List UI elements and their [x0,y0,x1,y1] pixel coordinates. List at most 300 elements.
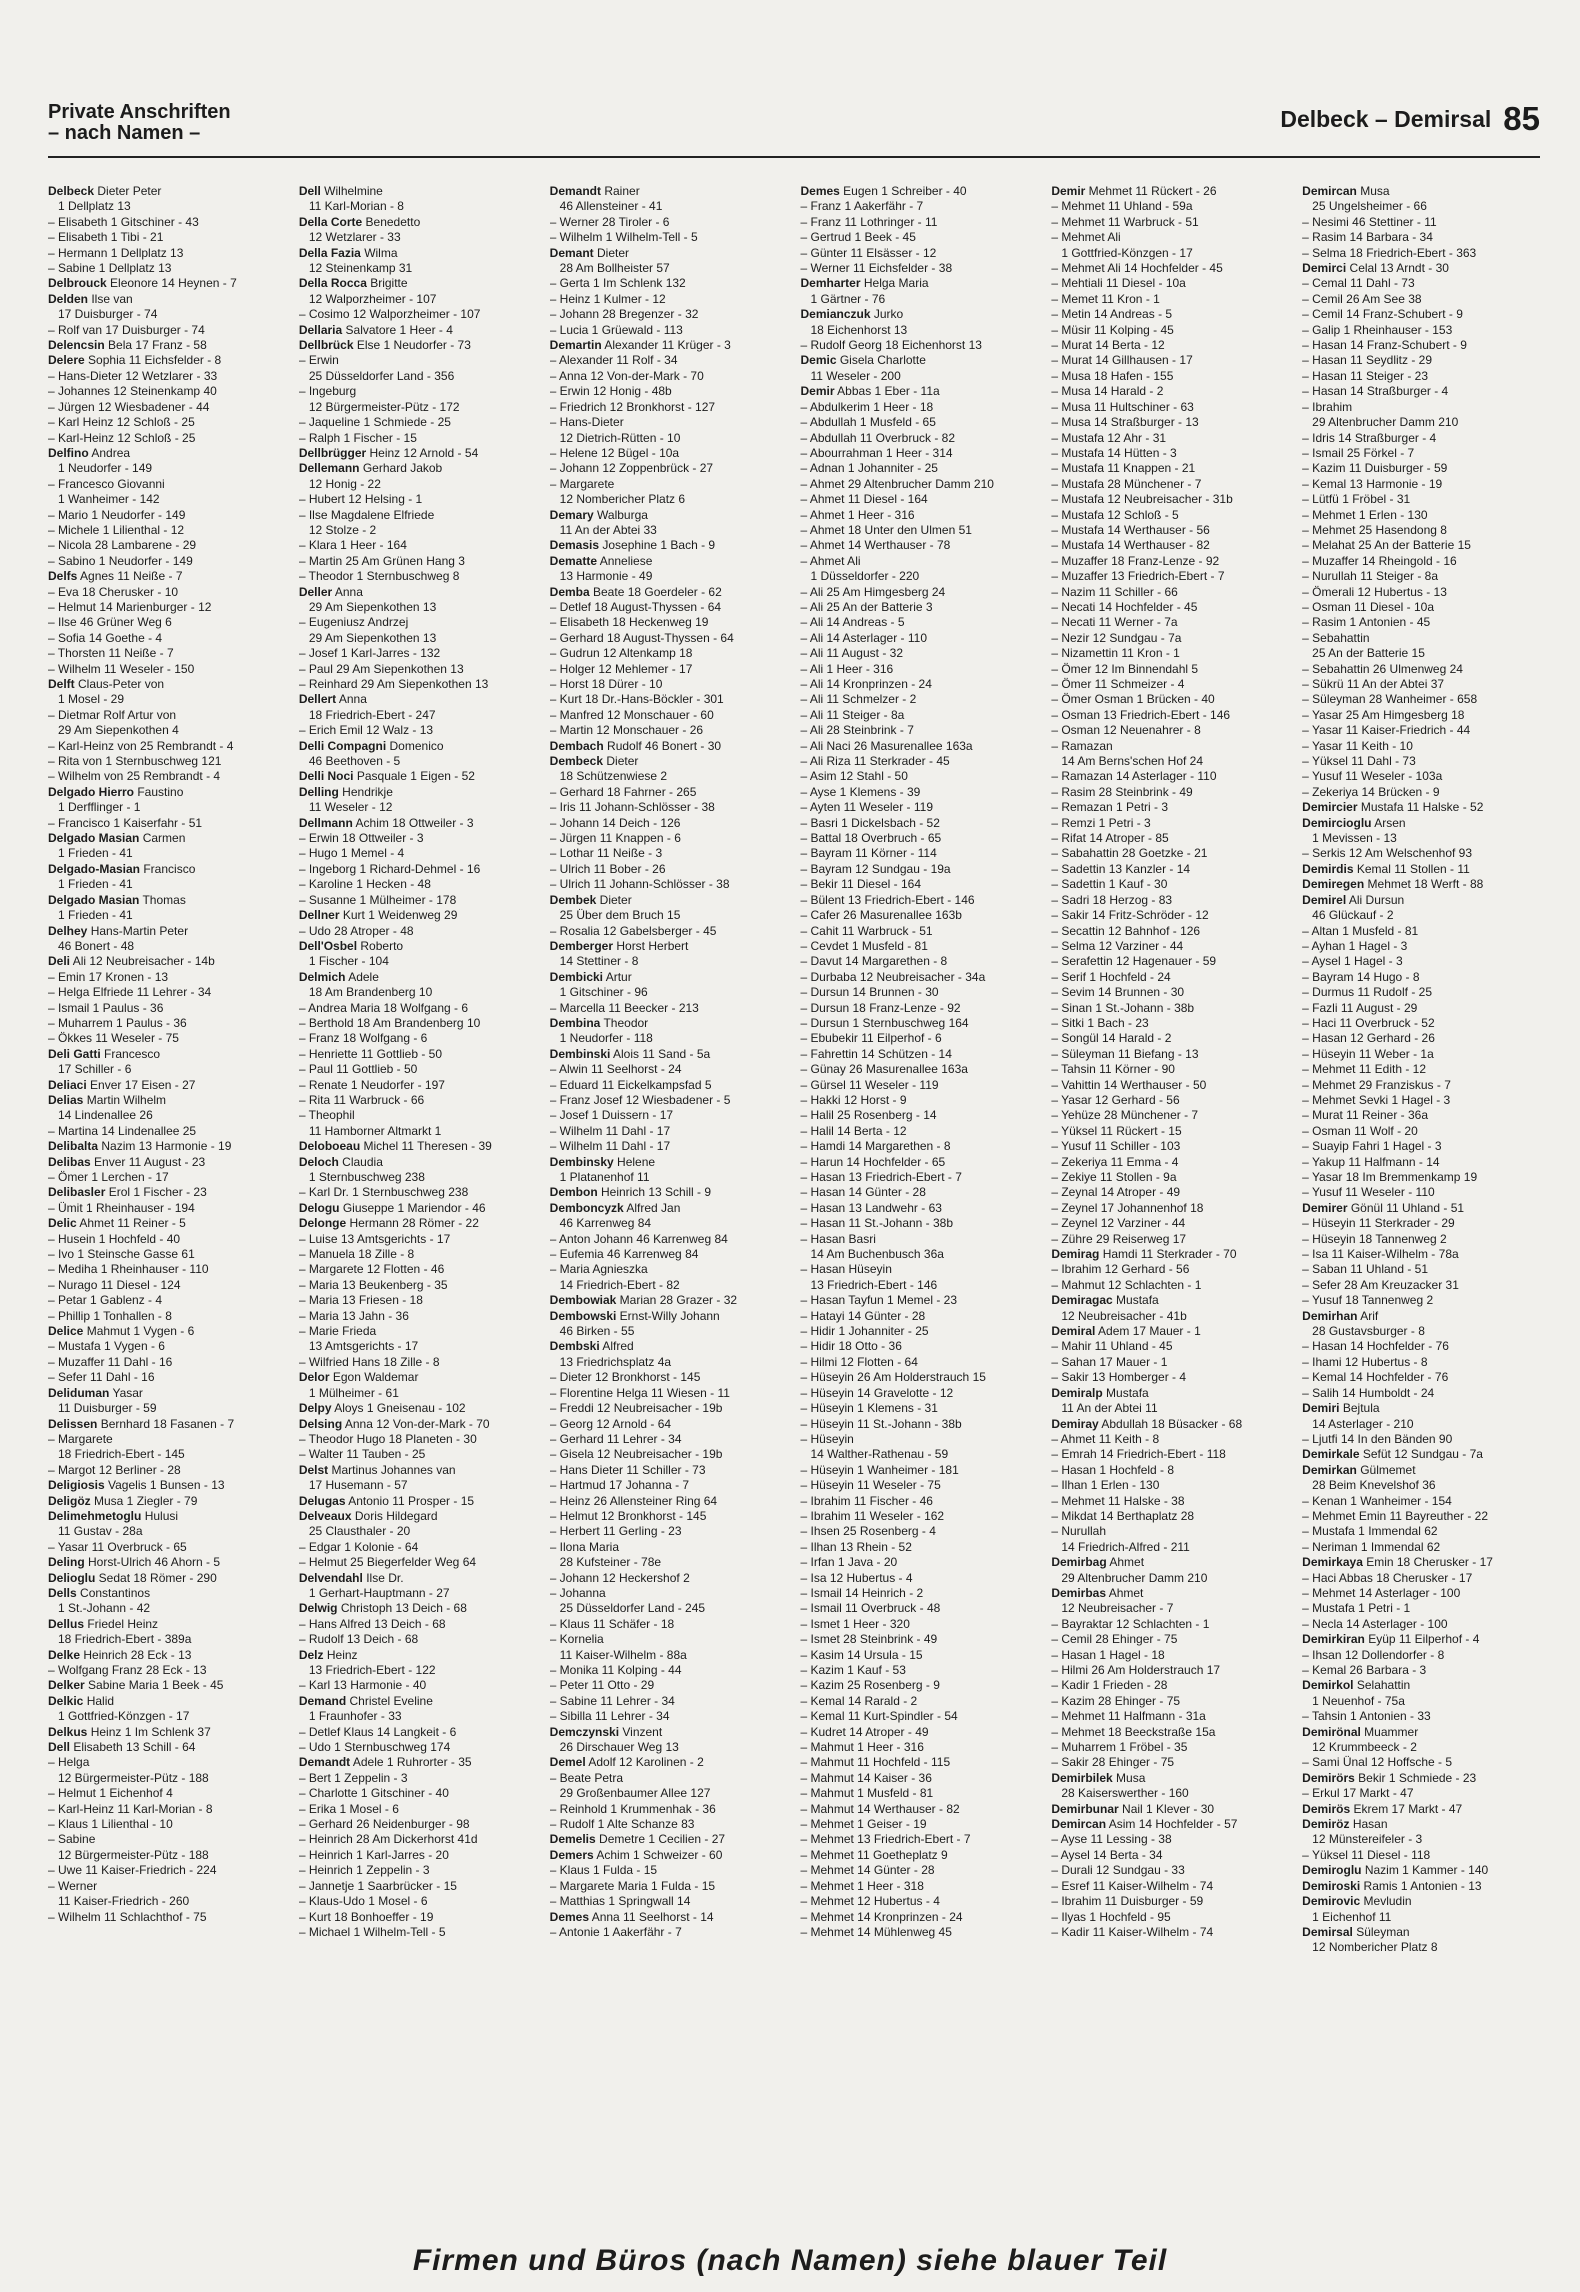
person-entry: – Werner [48,1878,98,1893]
person-entry: – Ismet 1 Heer - 320 [800,1616,910,1631]
person-entry: – Rasim 28 Steinbrink - 49 [1051,784,1193,799]
person-entry: – Isa 11 Kaiser-Wilhelm - 78a [1302,1247,1459,1262]
surname: Demirkiran [1302,1632,1365,1647]
person-entry: – Manuela 18 Zille - 8 [298,1247,415,1262]
surname-entry: Delvendahl Ilse Dr. [298,1570,404,1585]
person-entry: – Melahat 25 An der Batterie 15 [1302,538,1471,553]
person-entry: – Ahmet 29 Altenbrucher Damm 210 [800,476,994,491]
person-entry: – Ali 14 Andreas - 5 [800,615,905,630]
person-entry: – Emrah 14 Friedrich-Ebert - 118 [1051,1447,1226,1462]
address-line: 12 Dietrich-Rütten - 10 [559,430,681,445]
person-entry: – Bert 1 Zeppelin - 3 [298,1770,408,1785]
person-entry: – Michele 1 Lilienthal - 12 [48,522,185,537]
directory-columns [48,184,1543,2184]
person-entry: – Abdullah 1 Musfeld - 65 [800,415,936,430]
person-entry: – Eva 18 Cherusker - 10 [48,584,179,599]
person-entry: – Heinrich 28 Am Dickerhorst 41d [298,1832,478,1847]
surname-entry: Delhey Hans-Martin Peter [48,923,189,938]
person-entry: – Ali 14 Kronprinzen - 24 [800,677,932,691]
person-entry: – Sadettin 1 Kauf - 30 [1051,877,1168,892]
surname: Demirag [1051,1247,1100,1262]
address-line: 18 Schützenwiese 2 [559,769,668,784]
surname: Demboncyzk [549,1200,624,1215]
surname: Demiroglu [1302,1863,1362,1878]
surname: Demes [549,1909,590,1924]
person-entry: – Mahir 11 Uhland - 45 [1051,1339,1173,1354]
address-line: 14 Stettiner - 8 [559,954,639,969]
address-line: 1 Sternbuschweg 238 [308,1170,425,1184]
person-entry: – Ali Riza 11 Sterkrader - 45 [800,754,950,769]
address-line: 18 Friedrich-Ebert - 145 [58,1447,185,1462]
person-entry: – Werner 28 Tiroler - 6 [549,214,670,229]
person-entry: – Zekeriya 11 Emma - 4 [1051,1154,1179,1169]
address-line: 11 An der Abtei 33 [559,522,657,537]
person-entry: – Renate 1 Neudorfer - 197 [298,1077,445,1092]
person-entry: – Suayip Fahri 1 Hagel - 3 [1302,1139,1442,1154]
surname: Demelis [549,1832,596,1847]
person-entry: – Ayse 11 Lessing - 38 [1051,1832,1172,1847]
person-entry: – Mehmet 11 Goetheplatz 9 [800,1847,948,1862]
surname-entry: Delimehmetoglu Hulusi [48,1508,179,1523]
surname: Deloch [298,1154,339,1169]
person-entry: – Hasan 14 Günter - 28 [800,1185,926,1200]
surname-entry: Demelis Demetre 1 Cecilien - 27 [549,1832,726,1847]
person-entry: – Hüseyin [800,1431,854,1446]
surname: Delor [298,1370,330,1385]
person-entry: – Altan 1 Musfeld - 81 [1302,923,1419,938]
person-entry: – Kurt 18 Dr.-Hans-Böckler - 301 [549,692,724,707]
surname: Demartin [549,338,602,353]
person-entry: – Ali 14 Asterlager - 110 [800,630,928,645]
surname-entry: Delbrouck Eleonore 14 Heynen - 7 [48,276,237,291]
person-entry: – Erich Emil 12 Walz - 13 [298,723,434,738]
surname-entry: Dellmann Achim 18 Ottweiler - 3 [298,815,474,830]
person-entry: – Holger 12 Mehlemer - 17 [549,661,693,676]
person-entry: – Süleyman 11 Biefang - 13 [1051,1046,1199,1061]
surname-entry: Deliaci Enver 17 Eisen - 27 [48,1077,196,1092]
address-line: 13 Amtsgerichts - 17 [308,1339,419,1354]
person-entry: – Ahmet 1 Heer - 316 [800,507,915,522]
surname-entry: Dellemann Gerhard Jakob [298,461,443,476]
person-entry: – Yasar 18 Im Bremmenkamp 19 [1302,1170,1478,1184]
person-entry: – Serafettin 12 Hagenauer - 59 [1051,954,1217,969]
surname-entry: Dellert Anna [298,692,367,707]
address-line: 12 Nombericher Platz 8 [1312,1940,1438,1955]
person-entry: – Songül 14 Harald - 2 [1051,1031,1172,1046]
person-entry: – Ümit 1 Rheinhauser - 194 [48,1200,195,1215]
surname: Delissen [48,1416,98,1431]
address-line: 46 Bonert - 48 [58,938,135,953]
person-entry: – Mehmet 14 Günter - 28 [800,1863,935,1878]
person-entry: – Michael 1 Wilhelm-Tell - 5 [298,1924,446,1939]
person-entry: – Lothar 11 Neiße - 3 [549,846,663,861]
person-entry: – Hugo 1 Memel - 4 [298,846,405,861]
person-entry: – Wolfgang Franz 28 Eck - 13 [48,1663,207,1677]
surname: Demberger [549,938,614,953]
surname-entry: Deli Ali 12 Neubreisacher - 14b [48,954,215,969]
person-entry: – Mehmet Emin 11 Bayreuther - 22 [1302,1508,1489,1523]
person-entry: – Ulrich 11 Bober - 26 [549,861,666,876]
address-line: 29 Am Siepenkothen 13 [308,630,437,645]
person-entry: – Kadir 1 Frieden - 28 [1051,1678,1168,1693]
person-entry: – Ibrahim 11 Duisburger - 59 [1051,1894,1204,1909]
surname: Demirbilek [1051,1770,1113,1785]
person-entry: – Isa 12 Hubertus - 4 [800,1570,913,1585]
address-line: 12 Bürgermeister-Pütz - 188 [58,1770,209,1785]
surname-entry: Demirkol Selahattin [1302,1678,1411,1693]
person-entry: – Ibrahim 11 Weseler - 162 [800,1508,945,1523]
surname: Delgado Masian [48,892,140,907]
person-entry: – Theodor Hugo 18 Planeten - 30 [298,1431,477,1446]
surname: Demczynski [549,1724,620,1739]
surname: Demiroski [1302,1878,1361,1893]
person-entry: – Kadir 11 Kaiser-Wilhelm - 74 [1051,1924,1214,1939]
person-entry: – Nicola 28 Lambarene - 29 [48,538,197,553]
address-line: 11 Kaiser-Wilhelm - 88a [559,1647,687,1662]
person-entry: – Sevim 14 Brunnen - 30 [1051,985,1185,1000]
person-entry: – Werner 11 Eichsfelder - 38 [800,261,953,276]
surname-entry: Delencsin Bela 17 Franz - 58 [48,338,207,353]
surname-entry: Dellner Kurt 1 Weidenweg 29 [298,908,458,923]
address-line: 1 Frieden - 41 [58,877,133,892]
surname: Demba [549,584,590,599]
surname: Delli Noci [298,769,354,784]
address-line: 1 Fischer - 104 [308,954,389,969]
person-entry: – Mehmet 29 Franziskus - 7 [1302,1077,1451,1092]
surname: Demirer [1302,1200,1348,1215]
address-line: 46 Glückauf - 2 [1312,908,1394,923]
surname: Dellner [298,908,340,923]
surname-entry: Delgado Masian Thomas [48,892,186,907]
person-entry: – Kurt 18 Bonhoeffer - 19 [298,1909,434,1924]
surname: Delker [48,1678,85,1693]
person-entry: – Erwin 12 Honig - 48b [549,384,672,399]
surname-entry: Delveaux Doris Hildegard [298,1508,438,1523]
person-entry: – Mehmet 11 Halske - 38 [1051,1493,1185,1508]
surname-entry: Demirdis Kemal 11 Stollen - 11 [1302,861,1470,876]
surname-entry: Demary Walburga [549,507,648,522]
surname-entry: Dellus Friedel Heinz [48,1616,159,1631]
address-line: 29 Altenbrucher Damm 210 [1312,415,1459,430]
address-line: 1 Mevissen - 13 [1312,831,1397,846]
person-entry: – Esref 11 Kaiser-Wilhelm - 74 [1051,1878,1214,1893]
person-entry: – Ömer Osman 1 Brücken - 40 [1051,692,1215,707]
address-line: 11 Weseler - 12 [308,800,393,815]
surname: Deligöz [48,1493,91,1508]
person-entry: – Salih 14 Humboldt - 24 [1302,1385,1435,1400]
surname: Dell [48,1740,71,1755]
surname: Delic [48,1216,77,1231]
address-line: 14 Friedrich-Ebert - 82 [559,1277,680,1292]
surname: Dembon [549,1185,598,1200]
surname-entry: Demes Anna 11 Seelhorst - 14 [549,1909,714,1924]
name-range: Delbeck – Demirsal [1280,106,1492,132]
person-entry: – Zeynel 12 Varziner - 44 [1051,1216,1186,1231]
page-range-header [1280,100,1540,137]
address-line: 12 Neubreisacher - 41b [1061,1308,1187,1323]
person-entry: – Margarete 12 Flotten - 46 [298,1262,445,1277]
person-entry: – Ilyas 1 Hochfeld - 95 [1051,1909,1171,1924]
surname: Dellaria [298,322,343,337]
surname-entry: Deliduman Yasar [48,1385,143,1400]
person-entry: – Hüseyin 11 Sterkrader - 29 [1302,1216,1455,1231]
person-entry: – Sitki 1 Bach - 23 [1051,1015,1149,1030]
person-entry: – Ramazan 14 Asterlager - 110 [1051,769,1217,784]
person-entry: – Phillip 1 Tonhallen - 8 [48,1308,172,1323]
person-entry: – Musa 14 Harald - 2 [1051,384,1164,399]
address-line: 1 Gärtner - 76 [810,291,886,306]
surname: Delling [298,784,339,799]
person-entry: – Saban 11 Uhland - 51 [1302,1262,1429,1277]
surname-entry: Demirovic Mevludin [1302,1894,1412,1909]
person-entry: – Karl Dr. 1 Sternbuschweg 238 [298,1185,469,1200]
person-entry: – Sinan 1 St.-Johann - 38b [1051,1000,1195,1015]
surname: Delgado-Masian [48,861,141,876]
directory-column [800,184,1041,2184]
surname-entry: Demandt Adele 1 Ruhrorter - 35 [298,1755,472,1770]
surname: Demiri [1302,1401,1340,1416]
person-entry: – Dursun 1 Sternbuschweg 164 [800,1015,969,1030]
surname: Demirci [1302,261,1347,276]
surname-entry: Demir Mehmet 11 Rückert - 26 [1051,184,1217,198]
person-entry: – Abdulkerim 1 Heer - 18 [800,399,934,414]
surname-entry: Demiröz Hasan [1302,1817,1388,1832]
surname: Demircan [1302,184,1357,198]
address-line: 1 Frieden - 41 [58,846,133,861]
surname-entry: Demand Christel Eveline [298,1693,433,1708]
person-entry: – Rudolf Georg 18 Eichenhorst 13 [800,338,982,353]
surname: Demes [800,184,840,198]
person-entry: – Martin 25 Am Grünen Hang 3 [298,553,465,568]
person-entry: – Mustafa 28 Münchener - 7 [1051,476,1202,491]
person-entry: – Mustafa 12 Schloß - 5 [1051,507,1179,522]
person-entry: – Nurullah 11 Steiger - 8a [1302,569,1439,584]
person-entry: – Sami Ünal 12 Hoffsche - 5 [1302,1755,1453,1770]
person-entry: – Hermann 1 Dellplatz 13 [48,245,184,260]
surname: Deli [48,954,71,969]
surname-entry: Demiralp Mustafa [1051,1385,1149,1400]
person-entry: – Susanne 1 Mülheimer - 178 [298,892,457,907]
person-entry: – Mehmet 1 Heer - 318 [800,1878,924,1893]
person-entry: – Hasan 11 Steiger - 23 [1302,368,1429,383]
surname-entry: Delwig Christoph 13 Deich - 68 [298,1601,467,1616]
surname: Deli Gatti [48,1046,101,1061]
person-entry: – Johann 14 Deich - 126 [549,815,681,830]
address-line: 12 Bürgermeister-Pütz - 172 [308,399,460,414]
person-entry: – Ahmet Ali [800,553,861,568]
surname-entry: Demirkale Sefüt 12 Sundgau - 7a [1302,1447,1483,1462]
address-line: 1 Platanenhof 11 [559,1170,650,1184]
person-entry: – Wilhelm 1 Wilhelm-Tell - 5 [549,230,698,245]
person-entry: – Kemal 14 Rarald - 2 [800,1693,918,1708]
person-entry: – Hüseyin 1 Wanheimer - 181 [800,1462,959,1477]
address-line: 46 Karrenweg 84 [559,1216,652,1231]
person-entry: – Mustafa 14 Hütten - 3 [1051,445,1177,460]
address-line: 11 Duisburger - 59 [58,1401,157,1416]
surname-entry: Dell Wilhelmine [298,184,383,198]
person-entry: – Osman 13 Friedrich-Ebert - 146 [1051,707,1231,722]
person-entry: – Zekiye 11 Stollen - 9a [1051,1170,1177,1184]
surname-entry: Delli Compagni Domenico [298,738,444,753]
person-entry: – Serif 1 Hochfeld - 24 [1051,969,1171,984]
surname: Demandt [549,184,601,198]
person-entry: – Ihsen 25 Rosenberg - 4 [800,1524,936,1539]
surname-entry: Delogu Giuseppe 1 Mariendor - 46 [298,1200,486,1215]
surname: Delke [48,1647,81,1662]
person-entry: – Hatayi 14 Günter - 28 [800,1308,926,1323]
surname: Delmich [298,969,346,984]
person-entry: – Rudolf 1 Alte Schanze 83 [549,1817,695,1832]
person-entry: – Ilhan 13 Rhein - 52 [800,1539,912,1554]
person-entry: – Sabino 1 Neudorfer - 149 [48,553,193,568]
surname-entry: Dembowski Ernst-Willy Johann [549,1308,720,1323]
person-entry: – Mahmut 1 Heer - 316 [800,1740,924,1755]
person-entry: – Anna 12 Von-der-Mark - 70 [549,368,704,383]
person-entry: – Mehmet 13 Friedrich-Ebert - 7 [800,1832,971,1847]
person-entry: – Musa 18 Hafen - 155 [1051,368,1174,383]
person-entry: – Battal 18 Overbruch - 65 [800,831,942,846]
person-entry: – Mehmet 11 Halfmann - 31a [1051,1709,1206,1724]
person-entry: – Ralph 1 Fischer - 15 [298,430,417,445]
address-line: 13 Friedrichsplatz 4a [559,1354,672,1369]
person-entry: – Helmut 1 Eichenhof 4 [48,1786,173,1801]
surname: Delfino [48,445,89,460]
surname-entry: Delor Egon Waldemar [298,1370,419,1385]
surname: Deling [48,1555,85,1570]
surname-entry: Delgado Hierro Faustino [48,784,184,799]
surname: Demirdis [1302,861,1354,876]
person-entry: – Ismail 14 Heinrich - 2 [800,1585,924,1600]
surname: Dellus [48,1616,85,1631]
person-entry: – Mustafa 12 Ahr - 31 [1051,430,1167,445]
person-entry: – Johannes 12 Steinenkamp 40 [48,384,217,399]
person-entry: – Bekir 11 Diesel - 164 [800,877,921,892]
person-entry: – Mehmet 18 Beeckstraße 15a [1051,1724,1216,1739]
person-entry: – Ismail 25 Förkel - 7 [1302,445,1415,460]
address-line: 18 Friedrich-Ebert - 389a [58,1632,192,1647]
address-line: 14 Asterlager - 210 [1312,1416,1414,1431]
person-entry: – Henriette 11 Gottlieb - 50 [298,1046,443,1061]
person-entry: – Mahmut 14 Kaiser - 36 [800,1770,932,1785]
person-entry: – Metin 14 Andreas - 5 [1051,307,1173,322]
person-entry: – Hans Alfred 13 Deich - 68 [298,1616,446,1631]
person-entry: – Ali 11 Steiger - 8a [800,707,905,722]
surname: Demircioglu [1302,815,1372,830]
surname-entry: Dellaria Salvatore 1 Heer - 4 [298,322,453,337]
surname: Dembowiak [549,1293,617,1308]
person-entry: – Maria 13 Friesen - 18 [298,1293,423,1308]
person-entry: – Dieter 12 Bronkhorst - 145 [549,1370,701,1385]
person-entry: – Elisabeth 18 Heckenweg 19 [549,615,709,630]
person-entry: – Necati 11 Werner - 7a [1051,615,1178,630]
person-entry: – Sebahattin [1302,630,1370,645]
person-entry: – Ayhan 1 Hagel - 3 [1302,938,1408,953]
person-entry: – Eugeniusz Andrzej [298,615,409,630]
footer-note: Firmen und Büros (nach Namen) siehe blauer Teil [412,2244,1168,2277]
person-entry: – Luise 13 Amtsgerichts - 17 [298,1231,451,1246]
directory-column [1051,184,1292,2184]
person-entry: – Idris 14 Straßburger - 4 [1302,430,1437,445]
person-entry: – Franz Josef 12 Wiesbadener - 5 [549,1092,731,1107]
person-entry: – Cemil 14 Franz-Schubert - 9 [1302,307,1463,322]
person-entry: – Ali 25 Am Himgesberg 24 [800,584,946,599]
surname-entry: Dematte Anneliese [549,553,653,568]
person-entry: – Murat 14 Berta - 12 [1051,338,1165,353]
person-entry: – Basri 1 Dickelsbach - 52 [800,815,940,830]
person-entry: – Karl Heinz 12 Schloß - 25 [48,415,195,430]
person-entry: – Erwin [298,353,339,368]
person-entry: – Klaus 1 Fulda - 15 [549,1863,658,1878]
address-line: 11 Karl-Morian - 8 [308,199,404,214]
surname: Delwig [298,1601,338,1616]
surname: Dellert [298,692,337,707]
person-entry: – Martina 14 Lindenallee 25 [48,1123,197,1138]
person-entry: – Halil 14 Berta - 12 [800,1123,907,1138]
surname-entry: Demirsal Süleyman [1302,1924,1410,1939]
address-line: 12 Honig - 22 [308,476,381,491]
person-entry: – Kazim 28 Ehinger - 75 [1051,1693,1181,1708]
surname-entry: Demiri Bejtula [1302,1401,1380,1416]
address-line: 29 Am Siepenkothen 13 [308,599,437,614]
surname: Delibalta [48,1139,99,1154]
surname: Deloboeau [298,1139,361,1154]
person-entry: – Rudolf 13 Deich - 68 [298,1632,419,1647]
person-entry: – Sakir 28 Ehinger - 75 [1051,1755,1175,1770]
person-entry: – Mustafa 14 Werthauser - 56 [1051,522,1210,537]
person-entry: – Zühre 29 Reiserweg 17 [1051,1231,1187,1246]
surname: Demiralp [1051,1385,1103,1400]
person-entry: – Erkul 17 Markt - 47 [1302,1786,1414,1801]
person-entry: – Ali 1 Heer - 316 [800,661,894,676]
person-entry: – Andrea Maria 18 Wolfgang - 6 [298,1000,469,1015]
person-entry: – Kemal 11 Kurt-Spindler - 54 [800,1709,958,1724]
person-entry: – Rolf van 17 Duisburger - 74 [48,322,205,337]
person-entry: – Lütfü 1 Fröbel - 31 [1302,492,1411,507]
person-entry: – Walter 11 Tauben - 25 [298,1447,426,1462]
surname-entry: Demirel Ali Dursun [1302,892,1405,907]
person-entry: – Ömer 12 Im Binnendahl 5 [1051,661,1199,676]
person-entry: – Ingeborg 1 Richard-Dehmel - 16 [298,861,481,876]
person-entry: – Emin 17 Kronen - 13 [48,969,169,984]
address-line: 11 Weseler - 200 [810,368,901,383]
surname-entry: Delice Mahmut 1 Vygen - 6 [48,1324,195,1339]
section-title [48,102,231,144]
surname-entry: Delli Noci Pasquale 1 Eigen - 52 [298,769,475,784]
person-entry: – Margarete [48,1431,113,1446]
address-line: 14 Walther-Rathenau - 59 [810,1447,949,1462]
person-entry: – Haci Abbas 18 Cherusker - 17 [1302,1570,1473,1585]
address-line: 29 Am Siepenkothen 4 [58,723,179,738]
person-entry: – Hasan 14 Hochfelder - 76 [1302,1339,1449,1354]
person-entry: – Murat 11 Reiner - 36a [1302,1108,1428,1123]
person-entry: – Kornelia [549,1632,604,1647]
surname-entry: Delling Hendrikje [298,784,393,799]
person-entry: – Günter 11 Elsässer - 12 [800,245,937,260]
person-entry: – Dursun 14 Brunnen - 30 [800,985,939,1000]
address-line: 12 Steinenkamp 31 [308,261,413,276]
person-entry: – Heinz 26 Allensteiner Ring 64 [549,1493,718,1508]
person-entry: – Alexander 11 Rolf - 34 [549,353,678,368]
person-entry: – Kudret 14 Atroper - 49 [800,1724,929,1739]
person-entry: – Udo 28 Atroper - 48 [298,923,414,938]
person-entry: – Tahsin 11 Körner - 90 [1051,1062,1175,1077]
person-entry: – Aysel 1 Hagel - 3 [1302,954,1403,969]
person-entry: – Helene 12 Bügel - 10a [549,445,680,460]
person-entry: – Cemal 11 Dahl - 73 [1302,276,1415,291]
surname: Delveaux [298,1508,352,1523]
surname-entry: Demic Gisela Charlotte [800,353,926,368]
surname: Della Corte [298,214,363,229]
